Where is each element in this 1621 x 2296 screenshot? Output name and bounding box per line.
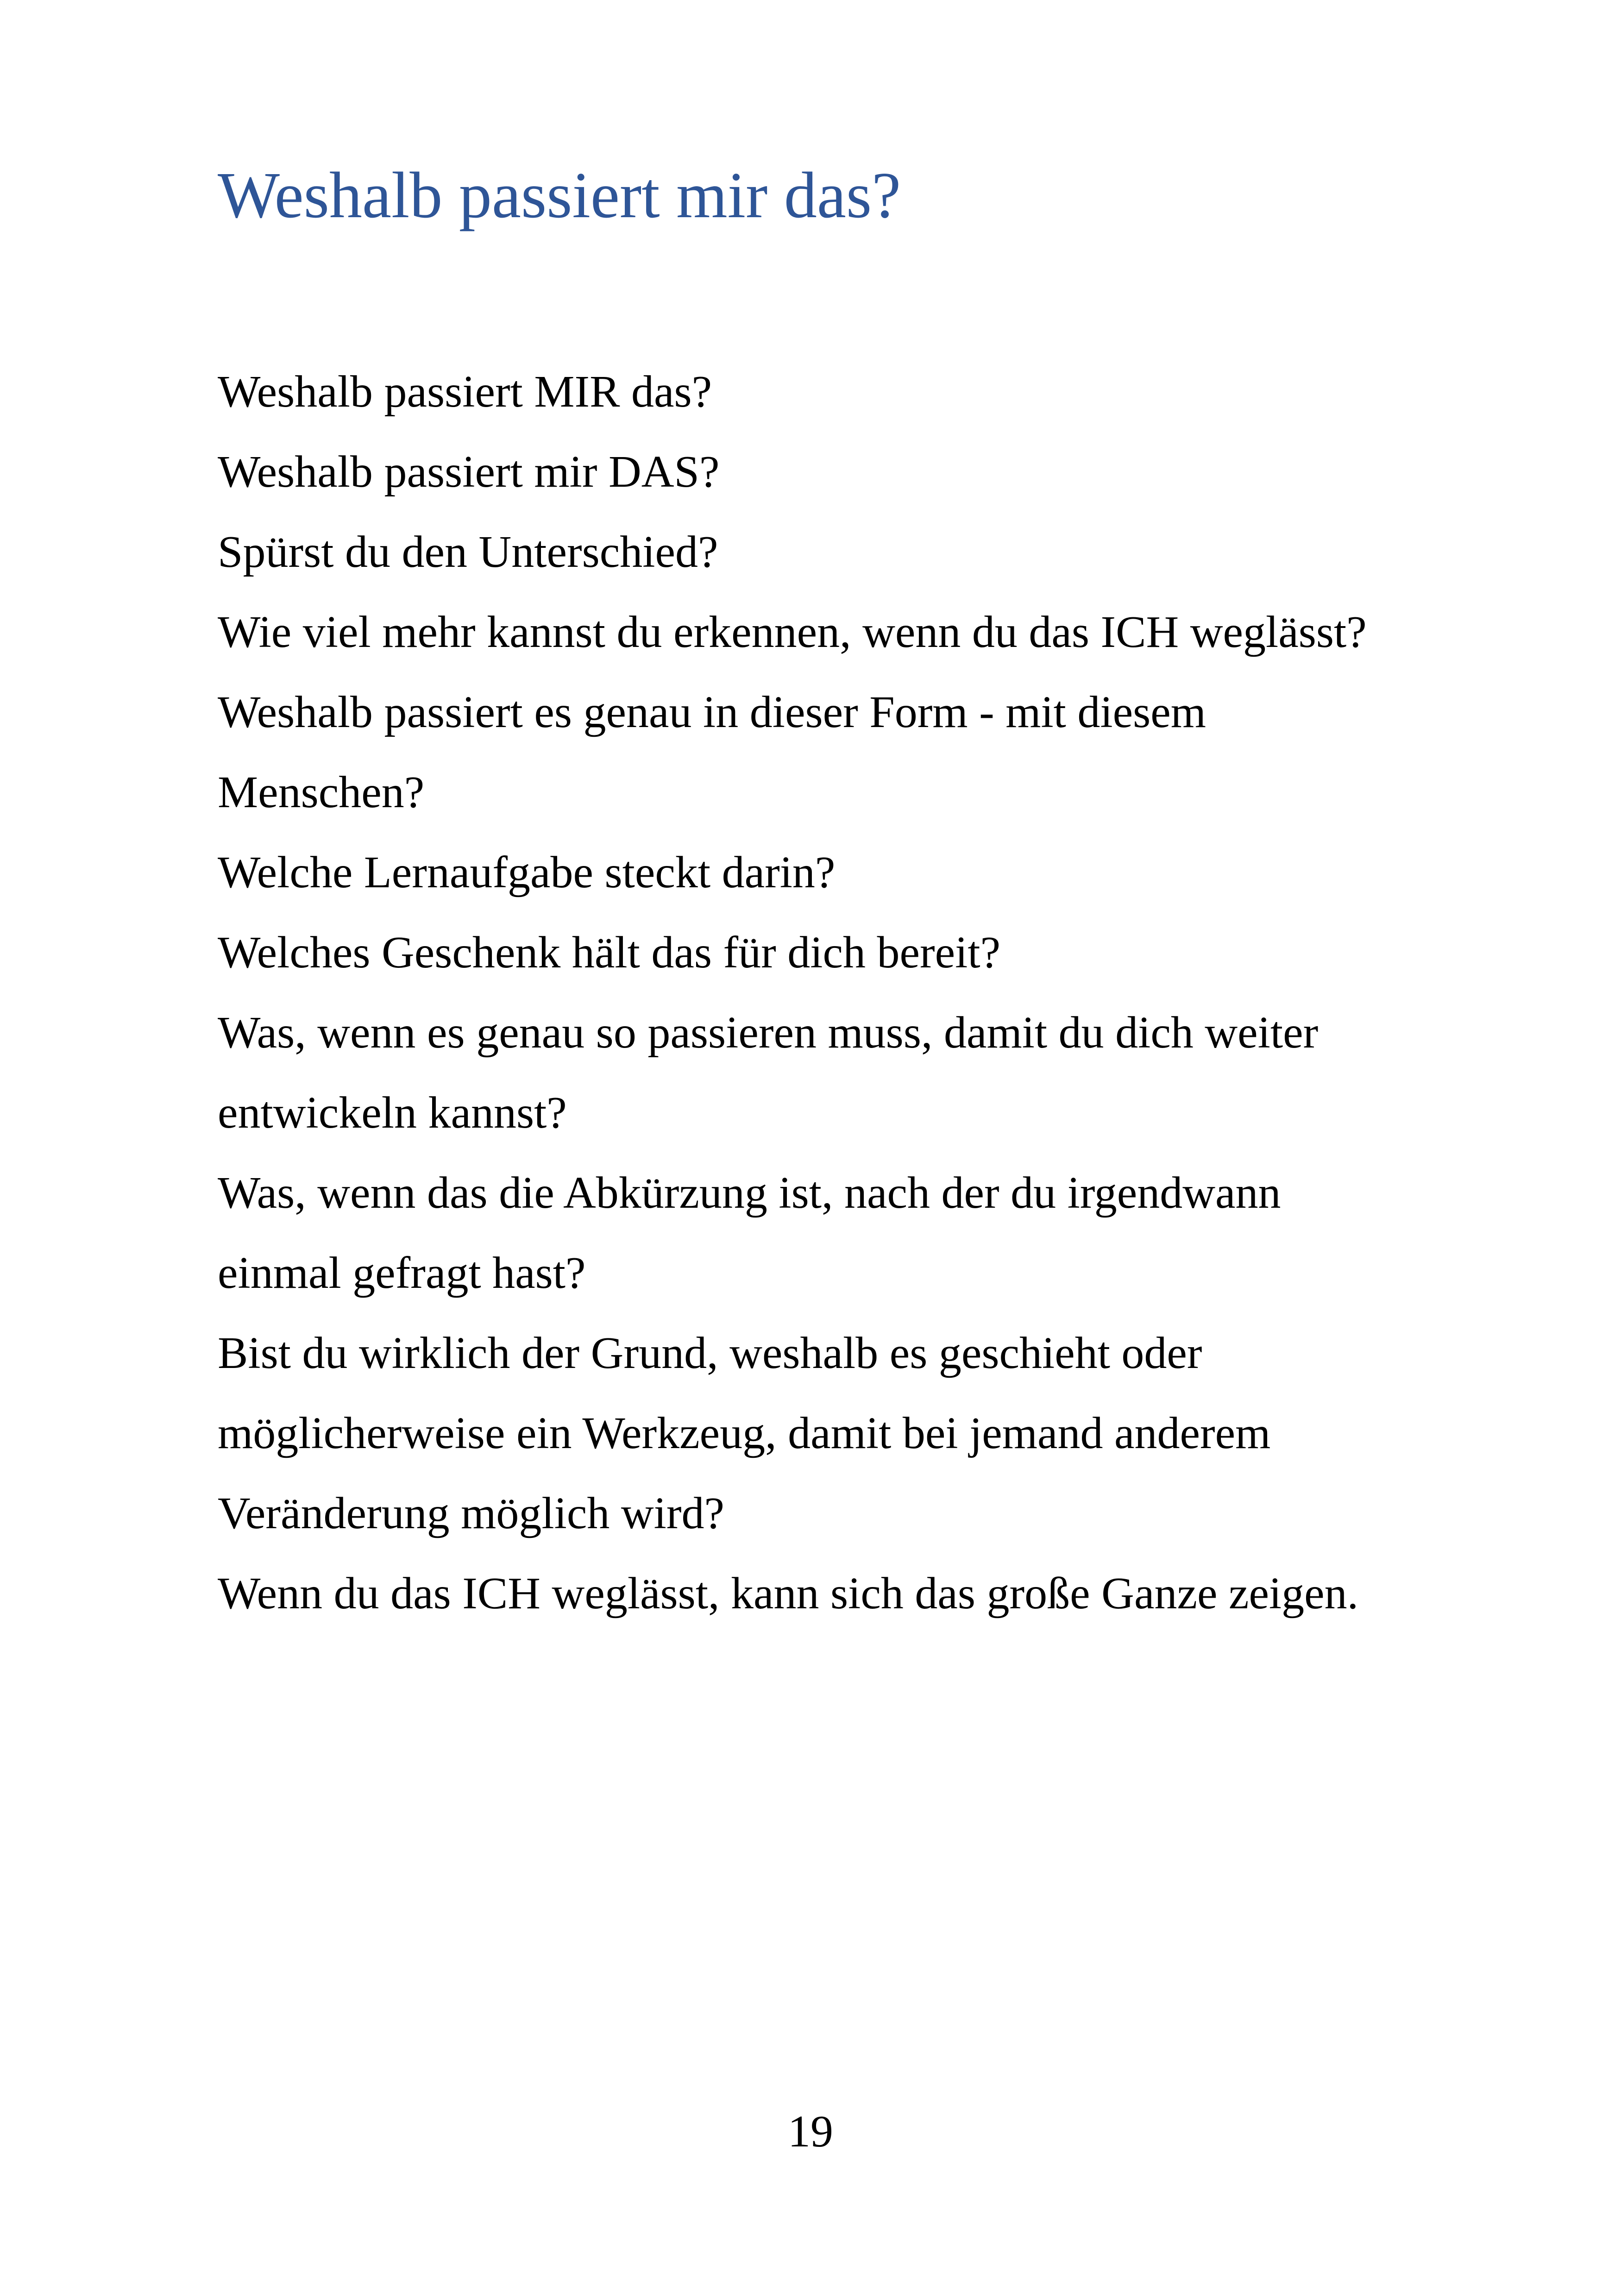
text-line: Menschen? bbox=[218, 767, 425, 817]
text-line: Was, wenn es genau so passieren muss, damit du dich weiter bbox=[218, 1008, 1319, 1058]
text-line: Weshalb passiert MIR das? bbox=[218, 367, 712, 417]
page-number: 19 bbox=[788, 2107, 833, 2157]
body-text bbox=[218, 352, 1468, 1634]
text-line: Veränderung möglich wird? bbox=[218, 1488, 724, 1538]
text-line: Weshalb passiert mir DAS? bbox=[218, 447, 720, 497]
page-title: Weshalb passiert mir das? bbox=[218, 158, 901, 232]
text-line: Was, wenn das die Abkürzung ist, nach der du irgendwann bbox=[218, 1168, 1281, 1218]
text-line: einmal gefragt hast? bbox=[218, 1248, 586, 1298]
text-line: Weshalb passiert es genau in dieser Form - mit diesem bbox=[218, 687, 1206, 737]
text-line: Welches Geschenk hält das für dich bereit? bbox=[218, 928, 1001, 978]
text-line: Wie viel mehr kannst du erkennen, wenn du das ICH weglässt? bbox=[218, 607, 1367, 657]
text-line: entwickeln kannst? bbox=[218, 1088, 567, 1138]
text-line: Bist du wirklich der Grund, weshalb es geschieht oder bbox=[218, 1328, 1202, 1378]
text-line: möglicherweise ein Werkzeug, damit bei jemand anderem bbox=[218, 1408, 1271, 1458]
text-line: Spürst du den Unterschied? bbox=[218, 527, 718, 577]
text-line: Wenn du das ICH weglässt, kann sich das große Ganze zeigen. bbox=[218, 1568, 1359, 1618]
text-line: Welche Lernaufgabe steckt darin? bbox=[218, 847, 836, 897]
